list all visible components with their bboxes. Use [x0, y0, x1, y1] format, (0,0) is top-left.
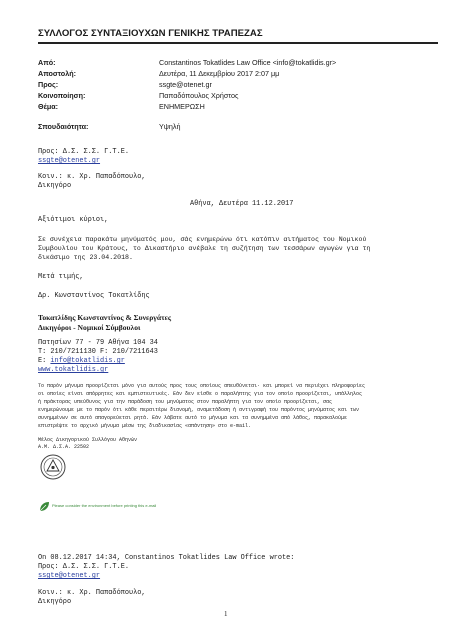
- from-value: Constantinos Tokatlides Law Office <info@tokatlidis.gr>: [159, 58, 337, 67]
- paragraph-line-1: Σε συνέχεια παρακάτω μηνύματός μου, σάς ενημερώνω ότι κατόπιν αιτήματος του Νομικού: [38, 236, 367, 243]
- membership-line-2: Α.Μ. Δ.Σ.Α. 22502: [38, 444, 90, 450]
- header-importance-row: [38, 122, 438, 133]
- header-cc-row: [38, 91, 438, 102]
- firm-email-row: [38, 357, 125, 365]
- closing: Μετά τιμής,: [38, 273, 84, 281]
- cc-label: Κοινοποίηση:: [38, 91, 86, 100]
- header-subject-row: [38, 102, 438, 113]
- quoted-to-email-link[interactable]: ssgte@otenet.gr: [38, 572, 101, 580]
- signature-name: Δρ. Κωνσταντίνος Τοκατλίδης: [38, 292, 150, 300]
- letter-date: Αθήνα, Δευτέρα 11.12.2017: [190, 200, 294, 208]
- firm-email-label: E:: [38, 357, 47, 365]
- to-label: Προς:: [38, 80, 59, 89]
- disclaimer-line-2: οι οποίες είναι απόρρητες και εμπιστευτικές. Εάν δεν είσθε ο παραλήπτης για τον οποίο προορίζεται, υπάλληλος: [38, 391, 363, 397]
- firm-name: Τοκατλίδης Κωνσταντίνος & Συνεργάτες: [38, 313, 172, 322]
- sent-label: Αποστολή:: [38, 69, 76, 78]
- bar-association-seal: [40, 454, 66, 480]
- header-from-row: [38, 58, 438, 69]
- from-label: Από:: [38, 58, 56, 67]
- paragraph-line-2: Συμβουλίου του Κράτους, το Δικαστήριο ανέβαλε τη συζήτηση των τεσσάρων αγωγών για τη: [38, 245, 371, 252]
- quoted-cc-role: Δικηγόρο: [38, 598, 72, 606]
- disclaimer-line-6: επιστρέψτε το αρχικό μήνυμα μέσω της διαδικασίας «απάντηση» στο e-mail.: [38, 423, 252, 429]
- to-value: ssgte@otenet.gr: [159, 80, 212, 89]
- leaf-icon: [38, 500, 50, 512]
- subject-value: ΕΝΗΜΕΡΩΣΗ: [159, 102, 205, 111]
- header-sent-row: [38, 69, 438, 80]
- sent-value: Δευτέρα, 11 Δεκεμβρίου 2017 2:07 μμ: [159, 69, 280, 78]
- body-cc-line: Κοιν.: κ. Χρ. Παπαδόπουλο,: [38, 173, 146, 181]
- environment-note: Please consider the environment before printing this e-mail: [52, 503, 157, 508]
- paragraph-line-3: δικάσιμο της 23.04.2018.: [38, 254, 133, 261]
- header-to-row: [38, 80, 438, 91]
- firm-subtitle: Δικηγόροι - Νομικοί Σύμβουλοι: [38, 323, 141, 332]
- quoted-to-line: Προς: Δ.Σ. Σ.Σ. Γ.Τ.Ε.: [38, 563, 129, 571]
- disclaimer-line-1: Το παρόν μήνυμα προορίζεται μόνο για αυτούς προς τους οποίους απευθύνεται· και μπορεί να περιέχει πληροφορίες: [38, 383, 366, 389]
- membership-line-1: Μέλος Δικηγορικού Συλλόγου Αθηνών: [38, 437, 138, 443]
- cc-value: Παπαδόπουλος Χρήστος: [159, 91, 239, 100]
- importance-label: Σπουδαιότητα:: [38, 122, 89, 131]
- body-cc-role: Δικηγόρο: [38, 182, 72, 190]
- firm-email-link[interactable]: info@tokatlidis.gr: [50, 357, 125, 365]
- header-divider: [38, 42, 438, 44]
- association-name: ΣΥΛΛΟΓΟΣ ΣΥΝΤΑΞΙΟΥΧΩΝ ΓΕΝΙΚΗΣ ΤΡΑΠΕΖΑΣ: [38, 28, 263, 39]
- body-to-email-link[interactable]: ssgte@otenet.gr: [38, 157, 101, 165]
- importance-value: Υψηλή: [159, 122, 181, 131]
- firm-phone: T: 210/7211130 F: 210/7211643: [38, 348, 158, 356]
- page-number: 1: [224, 610, 228, 618]
- disclaimer-line-4: ενημερώνουμε με το παρόν ότι κάθε περαιτέρω διανομή, αναμετάδοση ή αντιγραφή του παρόντος μηνύματος και των: [38, 407, 360, 413]
- firm-web-link[interactable]: www.tokatlidis.gr: [38, 366, 109, 374]
- disclaimer-line-5: συνημμένων σε αυτό απαγορεύεται ρητά. Εάν λάβατε αυτό το μήνυμα και τα συνημμένα από λάθος, παρακαλούμε: [38, 415, 348, 421]
- subject-label: Θέμα:: [38, 102, 59, 111]
- body-to-line: Προς: Δ.Σ. Σ.Σ. Γ.Τ.Ε.: [38, 148, 129, 156]
- disclaimer-line-3: ή πράκτορας υπεύθυνος για την παράδοση του μηνύματος στον παραλήπτη για τον οποίο προορίζεται, σας: [38, 399, 333, 405]
- greeting: Αξιότιμοι κύριοι,: [38, 216, 109, 224]
- quoted-cc-line: Κοιν.: κ. Χρ. Παπαδόπουλο,: [38, 589, 146, 597]
- quoted-header: On 08.12.2017 14:34, Constantinos Tokatlides Law Office wrote:: [38, 554, 295, 562]
- firm-address: Πατησίων 77 - 79 Αθήνα 104 34: [38, 339, 158, 347]
